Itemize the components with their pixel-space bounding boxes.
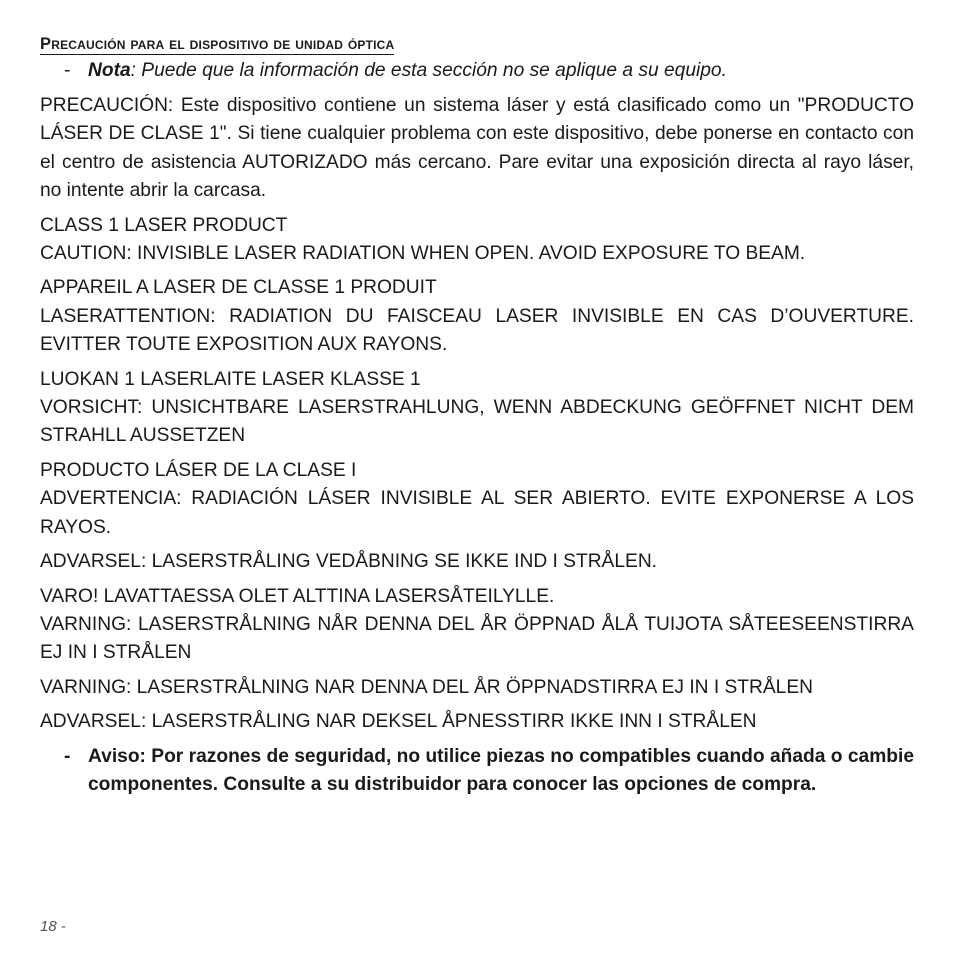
- laser-line: PRODUCTO LÁSER DE LA CLASE I: [40, 459, 357, 481]
- laser-block-en: [40, 212, 914, 269]
- warning-bullet: -: [64, 745, 71, 767]
- laser-block-es: [40, 457, 914, 542]
- laser-line: CLASS 1 LASER PRODUCT: [40, 214, 288, 236]
- laser-line: ADVARSEL: LASERSTRÅLING VEDÅBNING SE IKKE IND I STRÅLEN.: [40, 551, 658, 573]
- laser-line: ADVERTENCIA: RADIACIÓN LÁSER INVISIBLE AL SER ABIERTO. EVITE EXPONERSE A LOS RAYOS.: [40, 488, 914, 538]
- laser-line: LUOKAN 1 LASERLAITE LASER KLASSE 1: [40, 368, 421, 390]
- warning-item: [40, 743, 914, 800]
- laser-line: LASERATTENTION: RADIATION DU FAISCEAU LASER INVISIBLE EN CAS D’OUVERTURE. EVITTER TOUTE EXPOSITION AUX RAYONS.: [40, 305, 914, 356]
- page-number: 18 -: [40, 918, 66, 935]
- laser-line: VORSICHT: UNSICHTBARE LASERSTRAHLUNG, WENN ABDECKUNG GEÖFFNET NICHT DEM STRAHLL AUSSETZEN: [40, 397, 914, 447]
- laser-block-de: [40, 366, 914, 451]
- laser-block-sv: [40, 674, 914, 702]
- laser-line: VARNING: LASERSTRÅLNING NÅR DENNA DEL ÅR ÖPPNAD ÅLÅ TUIJOTA SÅTEESEENSTIRRA EJ IN I STRÅLEN: [40, 613, 914, 664]
- intro-paragraph: PRECAUCIÓN: Este dispositivo contiene un sistema láser y está clasificado como un "PRODUCTO LÁSER DE CLASE 1". Si tiene cualquier problema con este dispositivo, debe ponerse en contacto con el centro de asistencia AUTORIZADO más cercano. Pare evitar una exposición directa al rayo láser, no intente abrir la carcasa.: [40, 95, 914, 202]
- laser-block-fi-sv: [40, 583, 914, 668]
- laser-line: VARNING: LASERSTRÅLNING NAR DENNA DEL ÅR ÖPPNADSTIRRA EJ IN I STRÅLEN: [40, 676, 813, 698]
- note-text: : Puede que la información de esta sección no se aplique a su equipo.: [130, 60, 727, 81]
- section-heading: Precaución para el dispositivo de unidad óptica: [40, 35, 395, 53]
- laser-line: CAUTION: INVISIBLE LASER RADIATION WHEN OPEN. AVOID EXPOSURE TO BEAM.: [40, 243, 806, 265]
- warning-text: Aviso: Por razones de seguridad, no utilice piezas no compatibles cuando añada o cambie componentes. Consulte a su distribuidor para conocer las opciones de compra.: [88, 745, 914, 795]
- note-bullet: -: [64, 60, 71, 81]
- laser-line: ADVARSEL: LASERSTRÅLING NAR DEKSEL ÅPNESSTIRR IKKE INN I STRÅLEN: [40, 711, 757, 733]
- laser-line: APPAREIL A LASER DE CLASSE 1 PRODUIT: [40, 277, 437, 299]
- laser-block-da: [40, 548, 914, 576]
- note-label: Nota: [88, 60, 131, 81]
- note-item: [40, 57, 914, 85]
- page-content: [40, 34, 914, 799]
- laser-line: VARO! LAVATTAESSA OLET ALTTINA LASERSÅTEILYLLE.: [40, 585, 555, 607]
- laser-block-no: [40, 708, 914, 736]
- laser-block-fr: [40, 274, 914, 359]
